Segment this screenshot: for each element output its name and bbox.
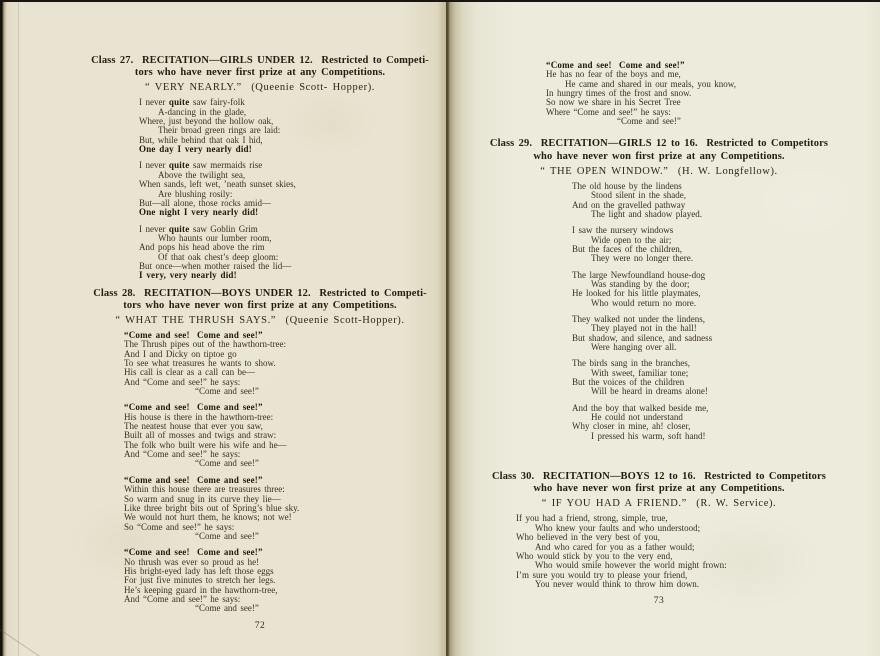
poem-line: And “Come and see!” he says: [124,593,241,604]
page-right [446,2,880,656]
class-heading [476,471,842,495]
poem-line: And the boy that walked beside me, [572,402,709,413]
poem-line: “Come and see!” [195,386,259,397]
poem-line: I pressed his warm, soft hand! [591,430,706,441]
poem-line: “Come and see!” [195,458,259,469]
page-number-right: 73 [653,596,665,607]
class-heading-line1: Class 28. RECITATION—BOYS UNDER 12. Restricted to Competi- [93,287,427,299]
poem-line: And “Come and see!” he says: [124,449,241,460]
poem-line: They walked not under the lindens, [572,313,705,324]
poem-line: Was standing by the door; [591,278,690,289]
poem-line: I very, very nearly did! [139,270,237,281]
poem-line: Stood silent in the shade, [591,190,687,201]
stanza [572,226,842,263]
stanza [572,271,842,308]
poem-line: And on the gravelled pathway [572,199,686,210]
poem-line: To see what treasures he wants to show. [124,358,276,369]
poem-line: But the voices of the children [572,377,685,387]
poem-line: The light and shadow played. [591,208,703,219]
poem-line: Their broad green rings are laid: [158,125,281,136]
poem-line: Within this house there are treasures three: [124,484,285,495]
stanza [572,359,842,396]
poem-line: “Come and see! Come and see!” [124,474,263,485]
poem-line: “Come and see!” [195,530,259,541]
poem-line: A-dancing in the glade, [158,106,247,117]
poem-title: “ WHAT THE THRUSH SAYS.” (Queenie Scott-Hopper). [115,315,405,326]
poem-line: “Come and see! Come and see!” [124,402,263,413]
class-heading [476,138,842,162]
poem-line: “Come and see!” [195,603,259,614]
stanza [124,403,440,468]
poem-line: We would not hurt them, he knows; not we! [124,512,292,523]
poem [139,98,440,280]
page-left-content [80,2,440,614]
stanza [516,514,842,589]
stanza [139,161,440,217]
class-heading-line2: who have never won first prize at any Competitions. [533,150,785,162]
poem-line: His call is clear as a call can be— [124,367,256,378]
poem [124,331,440,614]
stanza [139,225,440,281]
poem-line: “Come and see! Come and see!” [124,547,263,558]
poem-line: I saw the nursery windows [572,225,674,236]
stanza [546,61,842,126]
poem-line: I’m sure you would try to please your friend, [516,569,688,580]
poem-line: I never quite saw fairy-folk [139,97,245,108]
class-heading [80,55,440,79]
poem-line: I never quite saw Goblin Grim [139,223,258,234]
poem-line: The Thrush pipes out of the hawthorn-tree: [124,339,286,350]
poem-line: His house is there in the hawthorn-tree: [124,411,274,422]
poem-line: The birds sang in the branches, [572,358,690,369]
page-number-left: 72 [254,620,266,631]
poem-line: “Come and see! Come and see!” [124,330,263,340]
stanza [124,331,440,396]
poem-line: And who cared for you as a father would; [535,541,695,552]
poem-line: I never quite saw mermaids rise [139,160,263,171]
poem-line: They were no longer there. [591,253,694,264]
poem-line: The neatest house that ever you saw, [124,421,263,432]
stanza [124,548,440,613]
poem-line: The folk who built were his wife and he— [124,439,287,450]
poem-line: And I and Dicky on tiptoe go [124,348,237,359]
poem-line: They played not in the hall! [591,323,697,334]
poem-line: Who believed in the very best of you, [516,532,660,543]
poem-title: “ THE OPEN WINDOW.” (H. W. Longfellow). [540,165,778,177]
poem-line: You never would think to throw him down. [535,578,699,589]
poem-line: He looked for his little playmates, [572,288,701,299]
poem-line: Where, just beyond the hollow oak, [139,116,274,127]
page-left [0,2,446,656]
poem-line: But—all alone, those rocks amid— [139,197,272,208]
poem-line: One night I very nearly did! [139,207,259,218]
poem [516,514,842,589]
poem-line: Who knew your faults and who understood; [535,522,701,533]
poem-line: He’s keeping guard in the hawthorn-tree, [124,584,278,595]
poem-line: His bright-eyed lady has left those eggs [124,565,274,576]
poem-line: “Come and see! Come and see!” [546,60,685,70]
poem-title: “ VERY NEARLY.” (Queenie Scott- Hopper). [144,82,376,94]
class-heading [80,288,440,312]
poem-line: The large Newfoundland house-dog [572,269,706,280]
poem-line: Who would stick by you to the very end, [516,550,673,561]
poem-line: If you had a friend, strong, simple, true, [516,513,668,524]
poem-line: Of that oak chest’s deep gloom: [158,251,279,262]
poem-line: But, while behind that oak I hid, [139,134,263,145]
poem-line: Where “Come and see!” he says: [546,106,671,117]
stanza [139,98,440,154]
class-heading-line1: Class 27. RECITATION—GIRLS UNDER 12. Restricted to Competi- [91,55,429,66]
poem [546,61,842,126]
poem-line: Built all of mosses and twigs and straw: [124,430,277,441]
poem-line: Who would return no more. [591,297,697,308]
poem-line: No thrush was ever so proud as he! [124,556,260,567]
poem-line: He came and shared in our meals, you know, [565,78,736,89]
stanza [572,182,842,219]
poem-line: With sweet, familiar tone; [591,367,689,378]
stanza [572,404,842,441]
class-heading-line2: tors who have never first prize at any Competitions. [134,67,386,79]
poem-line: In hungry times of the frost and snow. [546,88,692,99]
poem-line: And “Come and see!” he says: [124,376,241,387]
poem-line: Why closer in mine, ah! closer, [572,421,691,432]
poem-line: And pops his head above the rim [139,242,265,253]
poem-line: Wide open to the air; [591,234,672,245]
poem-line: He has no fear of the boys and me, [546,69,681,80]
poem-line: Like three bright bits out of Spring’s blue sky. [124,502,300,513]
poem-line: When sands, left wet, ’neath sunset skies, [139,179,296,190]
poem-line: The old house by the lindens [572,180,682,191]
page-right-content [476,2,842,589]
poem-line: So now we share in his Secret Tree [546,97,681,108]
poem-line: So “Come and see!” he says: [124,521,235,532]
poem-line: But shadow, and silence, and sadness [572,332,713,343]
poem-line: Who would smile however the world might frown: [535,560,727,571]
poem-line: He could not understand [591,412,683,423]
poem-line: So warm and snug in its curve they lie— [124,493,281,504]
stanza [124,476,440,541]
poem-line: But the faces of the children, [572,243,682,254]
poem-line: But once—when mother raised the lid— [139,260,292,271]
poem-line: Above the twilight sea, [158,169,246,180]
poem-line: Are blushing rosily: [158,188,233,199]
class-heading-line1: Class 29. RECITATION—GIRLS 12 to 16. Restricted to Competitors [489,138,829,150]
class-heading-line2: tors who have never won first prize at any Competitions. [123,299,397,311]
poem-line: Will be heard in dreams alone! [591,386,708,397]
stanza [572,315,842,352]
class-heading-line1: Class 30. RECITATION—BOYS 12 to 16. Restricted to Competitors [492,471,826,483]
poem-line: Were hanging over all. [591,341,677,352]
poem [572,182,842,441]
poem-line: Who haunts our lumber room, [158,232,272,243]
class-heading-line2: who have never won first prize at any Competitions. [533,483,785,495]
poem-line: One day I very nearly did! [139,144,252,155]
poem-title: “ IF YOU HAD A FRIEND.” (R. W. Service). [541,498,777,510]
poem-line: For just five minutes to stretch her legs. [124,575,276,586]
poem-line: “Come and see!” [617,116,681,127]
